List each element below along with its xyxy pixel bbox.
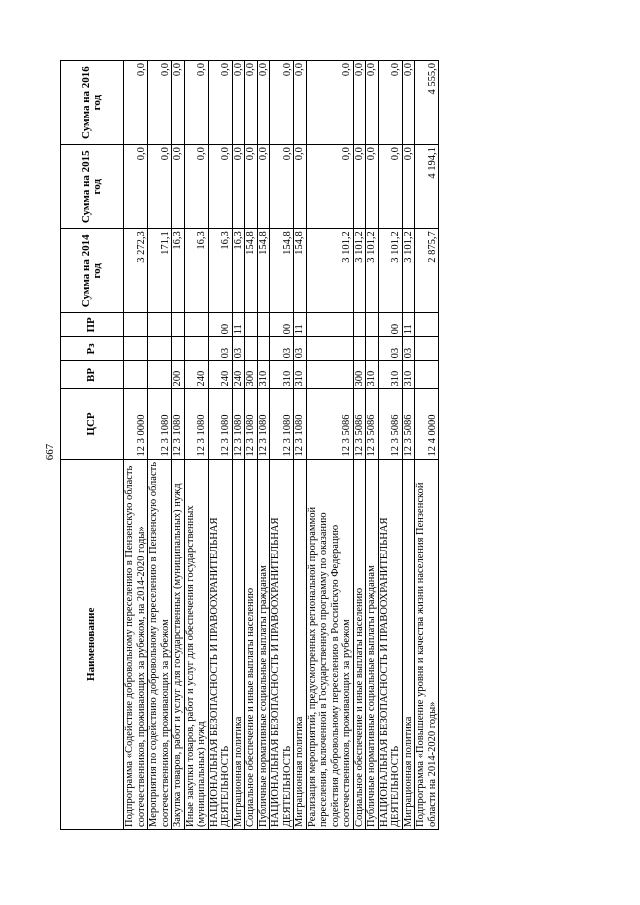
cell-csr: 12 3 5086: [402, 389, 415, 459]
cell-rz: 03: [294, 337, 307, 361]
cell-sum-2016: 0,0: [245, 61, 258, 145]
cell-sum-2015: 0,0: [306, 145, 353, 229]
cell-sum-2015: 0,0: [124, 145, 148, 229]
header-vr: ВР: [61, 361, 124, 389]
cell-sum-2016: 0,0: [208, 61, 232, 145]
cell-csr: 12 3 5086: [378, 389, 402, 459]
table-row: [378, 61, 402, 830]
cell-csr: 12 3 1080: [270, 389, 294, 459]
cell-sum-2014: 3 101,2: [402, 229, 415, 313]
cell-pr: 11: [294, 313, 307, 337]
cell-vr: 300: [245, 361, 258, 389]
cell-rz: [257, 337, 270, 361]
cell-csr: 12 3 0000: [124, 389, 148, 459]
cell-vr: [124, 361, 148, 389]
header-sum-2016: Сумма на 2016 год: [61, 61, 124, 145]
table-row: [402, 61, 415, 830]
cell-sum-2016: 0,0: [353, 61, 366, 145]
cell-pr: [366, 313, 379, 337]
cell-pr: [172, 313, 185, 337]
header-name: Наименование: [61, 459, 124, 829]
cell-csr: 12 4 0000: [415, 389, 439, 459]
header-rz: Рз: [61, 337, 124, 361]
cell-vr: 240: [232, 361, 245, 389]
cell-sum-2016: 4 555,0: [415, 61, 439, 145]
cell-name: Иные закупки товаров, работ и услуг для обеспечения государственных (муниципальных) нужд: [184, 459, 208, 829]
cell-sum-2014: 3 272,3: [124, 229, 148, 313]
cell-rz: [306, 337, 353, 361]
header-pr: ПР: [61, 313, 124, 337]
cell-sum-2014: 154,8: [294, 229, 307, 313]
cell-sum-2015: 0,0: [270, 145, 294, 229]
cell-vr: [415, 361, 439, 389]
cell-vr: 240: [184, 361, 208, 389]
cell-rz: [172, 337, 185, 361]
cell-rz: [366, 337, 379, 361]
cell-rz: 03: [208, 337, 232, 361]
cell-sum-2014: 16,3: [172, 229, 185, 313]
table-row: [245, 61, 258, 830]
cell-sum-2016: 0,0: [184, 61, 208, 145]
cell-csr: 12 3 1080: [148, 389, 172, 459]
cell-sum-2015: 0,0: [366, 145, 379, 229]
cell-name: Подпрограмма «Содействие добровольному переселению в Пензенскую область соотечественников, проживающих за рубежом, на 2014-2020 годы»: [124, 459, 148, 829]
cell-sum-2015: 0,0: [208, 145, 232, 229]
cell-rz: 03: [270, 337, 294, 361]
cell-csr: 12 3 1080: [245, 389, 258, 459]
table-row: [366, 61, 379, 830]
header-csr: ЦСР: [61, 389, 124, 459]
cell-sum-2015: 0,0: [184, 145, 208, 229]
cell-sum-2016: 0,0: [402, 61, 415, 145]
cell-sum-2014: 16,3: [208, 229, 232, 313]
cell-name: Миграционная политика: [232, 459, 245, 829]
cell-vr: 310: [294, 361, 307, 389]
cell-csr: 12 3 1080: [294, 389, 307, 459]
table-header-row: [61, 61, 124, 830]
cell-sum-2016: 0,0: [172, 61, 185, 145]
cell-sum-2014: 3 101,2: [378, 229, 402, 313]
cell-pr: [306, 313, 353, 337]
cell-pr: [245, 313, 258, 337]
cell-vr: 310: [378, 361, 402, 389]
cell-csr: 12 3 1080: [184, 389, 208, 459]
cell-sum-2015: 0,0: [245, 145, 258, 229]
table-row: [270, 61, 294, 830]
cell-sum-2015: 0,0: [402, 145, 415, 229]
cell-csr: 12 3 5086: [366, 389, 379, 459]
table-row: [184, 61, 208, 830]
cell-pr: 00: [208, 313, 232, 337]
cell-sum-2014: 154,8: [270, 229, 294, 313]
cell-rz: 03: [378, 337, 402, 361]
cell-pr: [353, 313, 366, 337]
cell-name: Мероприятия по содействию добровольному переселению в Пензенскую область соотечественников, проживающих за рубежом: [148, 459, 172, 829]
cell-sum-2016: 0,0: [232, 61, 245, 145]
cell-rz: 03: [402, 337, 415, 361]
cell-sum-2015: 0,0: [294, 145, 307, 229]
cell-sum-2014: 3 101,2: [353, 229, 366, 313]
cell-pr: [124, 313, 148, 337]
cell-name: Подпрограмма «Повышение уровня и качества жизни населения Пензенской области на 2014-2020 годы»: [415, 459, 439, 829]
cell-sum-2016: 0,0: [148, 61, 172, 145]
header-sum-2014: Сумма на 2014 год: [61, 229, 124, 313]
cell-csr: 12 3 1080: [257, 389, 270, 459]
cell-sum-2014: 2 875,7: [415, 229, 439, 313]
cell-pr: [257, 313, 270, 337]
cell-csr: 12 3 1080: [208, 389, 232, 459]
cell-name: Социальное обеспечение и иные выплаты населению: [353, 459, 366, 829]
cell-name: НАЦИОНАЛЬНАЯ БЕЗОПАСНОСТЬ И ПРАВООХРАНИТЕЛЬНАЯ ДЕЯТЕЛЬНОСТЬ: [270, 459, 294, 829]
cell-vr: [148, 361, 172, 389]
cell-sum-2016: 0,0: [306, 61, 353, 145]
cell-name: Миграционная политика: [294, 459, 307, 829]
cell-vr: [306, 361, 353, 389]
cell-rz: 03: [232, 337, 245, 361]
cell-name: Закупка товаров, работ и услуг для государственных (муниципальных) нужд: [172, 459, 185, 829]
cell-sum-2014: 154,8: [257, 229, 270, 313]
cell-sum-2016: 0,0: [257, 61, 270, 145]
cell-vr: 310: [366, 361, 379, 389]
cell-sum-2016: 0,0: [366, 61, 379, 145]
page-number: 667: [44, 443, 56, 461]
table-row: [306, 61, 353, 830]
cell-pr: 00: [378, 313, 402, 337]
cell-sum-2015: 4 194,1: [415, 145, 439, 229]
table-row: [415, 61, 439, 830]
table-row: [148, 61, 172, 830]
cell-csr: 12 3 5086: [353, 389, 366, 459]
cell-rz: [148, 337, 172, 361]
cell-sum-2015: 0,0: [257, 145, 270, 229]
cell-vr: 310: [270, 361, 294, 389]
cell-vr: 200: [172, 361, 185, 389]
cell-sum-2014: 171,1: [148, 229, 172, 313]
cell-sum-2014: 16,3: [232, 229, 245, 313]
cell-pr: [184, 313, 208, 337]
cell-sum-2014: 3 101,2: [306, 229, 353, 313]
table-row: [172, 61, 185, 830]
cell-sum-2015: 0,0: [232, 145, 245, 229]
cell-sum-2015: 0,0: [353, 145, 366, 229]
cell-rz: [124, 337, 148, 361]
table-row: [257, 61, 270, 830]
budget-table: [60, 60, 439, 830]
cell-rz: [353, 337, 366, 361]
cell-vr: 240: [208, 361, 232, 389]
cell-csr: 12 3 1080: [172, 389, 185, 459]
cell-rz: [245, 337, 258, 361]
cell-name: НАЦИОНАЛЬНАЯ БЕЗОПАСНОСТЬ И ПРАВООХРАНИТЕЛЬНАЯ ДЕЯТЕЛЬНОСТЬ: [208, 459, 232, 829]
cell-vr: 310: [257, 361, 270, 389]
cell-sum-2014: 16,3: [184, 229, 208, 313]
cell-name: Публичные нормативные социальные выплаты гражданам: [257, 459, 270, 829]
cell-pr: [148, 313, 172, 337]
cell-vr: 300: [353, 361, 366, 389]
cell-csr: 12 3 5086: [306, 389, 353, 459]
cell-pr: 11: [402, 313, 415, 337]
cell-pr: 00: [270, 313, 294, 337]
cell-name: Реализация мероприятий, предусмотренных региональной программой переселения, включенной в Государственную программу по оказанию содействия добровольному переселению в Российскую Федерацию соотечественников, проживающих за рубежом: [306, 459, 353, 829]
cell-rz: [415, 337, 439, 361]
cell-sum-2015: 0,0: [378, 145, 402, 229]
cell-name: Миграционная политика: [402, 459, 415, 829]
cell-sum-2016: 0,0: [294, 61, 307, 145]
cell-pr: [415, 313, 439, 337]
header-sum-2015: Сумма на 2015 год: [61, 145, 124, 229]
cell-name: Социальное обеспечение и иные выплаты населению: [245, 459, 258, 829]
table-body: [124, 61, 439, 830]
table-row: [124, 61, 148, 830]
cell-vr: 310: [402, 361, 415, 389]
cell-sum-2014: 154,8: [245, 229, 258, 313]
cell-name: НАЦИОНАЛЬНАЯ БЕЗОПАСНОСТЬ И ПРАВООХРАНИТЕЛЬНАЯ ДЕЯТЕЛЬНОСТЬ: [378, 459, 402, 829]
cell-sum-2016: 0,0: [270, 61, 294, 145]
cell-sum-2015: 0,0: [148, 145, 172, 229]
cell-pr: 11: [232, 313, 245, 337]
table-row: [232, 61, 245, 830]
cell-name: Публичные нормативные социальные выплаты гражданам: [366, 459, 379, 829]
table-row: [353, 61, 366, 830]
cell-rz: [184, 337, 208, 361]
cell-sum-2016: 0,0: [378, 61, 402, 145]
cell-sum-2015: 0,0: [172, 145, 185, 229]
cell-csr: 12 3 1080: [232, 389, 245, 459]
rotated-table-container: [60, 60, 560, 830]
cell-sum-2016: 0,0: [124, 61, 148, 145]
cell-sum-2014: 3 101,2: [366, 229, 379, 313]
table-row: [208, 61, 232, 830]
table-row: [294, 61, 307, 830]
